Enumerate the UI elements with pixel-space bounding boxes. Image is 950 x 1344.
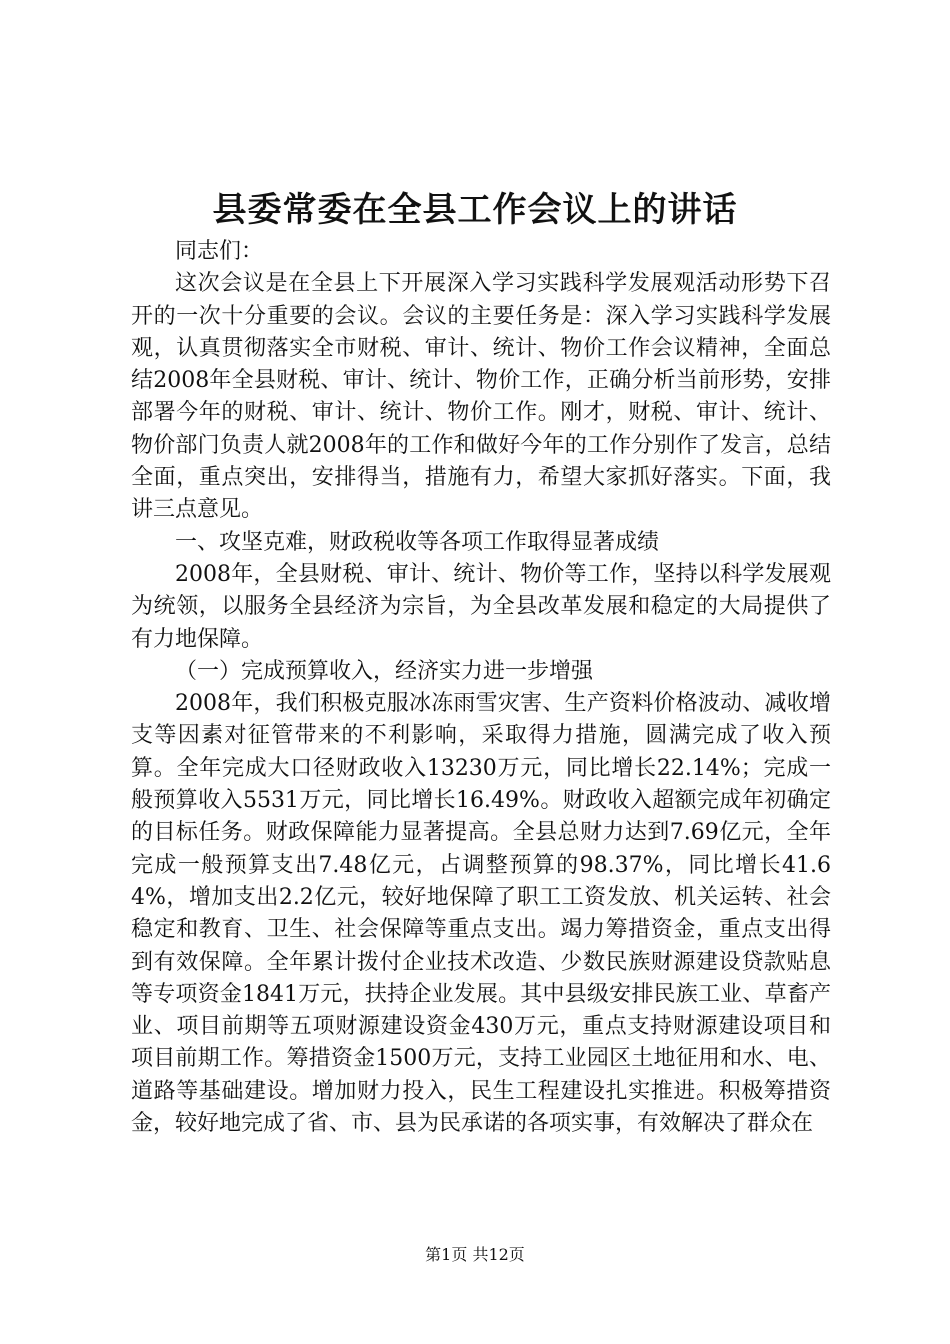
document-title: 县委常委在全县工作会议上的讲话 xyxy=(212,190,738,230)
subsection-heading-1: （一）完成预算收入，经济实力进一步增强 xyxy=(175,658,594,684)
salutation-paragraph: 同志们： xyxy=(175,239,264,264)
subsection-1-paragraph: 2008年，我们积极克服冰冻雨雪灾害、生产资料价格波动、减收增支等因素对征管带来的不利影响，采取得力措施，圆满完成了收入预算。全年完成大口径财政收入13230万元，同比增长22.14%；完成一般预算收入5531万元，同比增长16.49%。财政收入超额完成年初确定的目标任务。财政保障能力显著提高。全县总财力达到7.69亿元，全年完成一般预算支出7.48亿元，占调整预算的98.37%，同比增长41.64%，增加支出2.2亿元，较好地保障了职工工资发放、机关运转、社会稳定和教育、卫生、社会保障等重点支出。竭力筹措资金，重点支出得到有效保障。全年累计拨付企业技术改造、少数民族财源建设贷款贴息等专项资金1841万元，扶持企业发展。其中县级安排民族工业、草畜产业、项目前期等五项财源建设资金430万元，重点支持财源建设项目和项目前期工作。筹措资金1500万元，支持工业园区土地征用和水、电、道路等基础建设。增加财力投入，民生工程建设扎实推进。积极筹措资金，较好地完成了省、市、县为民承诺的各项实事，有效解决了群众在 xyxy=(131,691,831,1137)
intro-paragraph: 这次会议是在全县上下开展深入学习实践科学发展观活动形势下召开的一次十分重要的会议。会议的主要任务是：深入学习实践科学发展观，认真贯彻落实全市财税、审计、统计、物价工作会议精神，全面总结2008年全县财税、审计、统计、物价工作，正确分析当前形势，安排部署今年的财税、审计、统计、物价工作。刚才，财税、审计、统计、物价部门负责人就2008年的工作和做好今年的工作分别作了发言，总结全面，重点突出，安排得当，措施有力，希望大家抓好落实。下面，我讲三点意见。 xyxy=(131,271,831,523)
section-1-paragraph: 2008年，全县财税、审计、统计、物价等工作，坚持以科学发展观为统领，以服务全县经济为宗旨，为全县改革发展和稳定的大局提供了有力地保障。 xyxy=(131,561,831,652)
page-footer: 第1页 共12页 xyxy=(425,1245,525,1264)
document-body xyxy=(131,236,831,1140)
section-heading-1: 一、攻坚克难，财政税收等各项工作取得显著成绩 xyxy=(175,529,660,555)
